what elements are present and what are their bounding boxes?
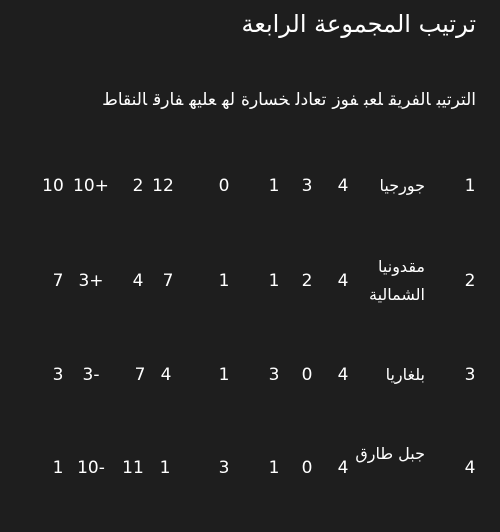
lost-cell: 1	[218, 365, 230, 385]
drawn-cell: 1	[268, 271, 280, 291]
points-cell: 3	[52, 365, 64, 385]
won-cell: 2	[301, 271, 313, 291]
drawn-cell: 1	[268, 458, 280, 478]
won-cell: 0	[301, 365, 313, 385]
goals-for-cell: 7	[162, 271, 174, 291]
goals-for-cell: 12	[152, 176, 174, 196]
won-cell: 0	[301, 458, 313, 478]
header-points: النقاط	[102, 90, 148, 110]
header-won: فوز	[332, 90, 358, 110]
table-header	[96, 90, 476, 110]
rank-cell: 2	[464, 271, 476, 291]
goal-difference-cell: 10+	[73, 176, 109, 196]
goals-for-cell: 4	[160, 365, 172, 385]
goals-against-cell: 7	[134, 365, 146, 385]
header-drawn: تعادل	[295, 90, 327, 110]
goals-against-cell: 11	[122, 458, 144, 478]
group-title: ترتيب المجموعة الرابعة	[241, 10, 476, 38]
header-goals-against: عليه	[189, 90, 217, 110]
team-cell: جبل طارق	[355, 444, 425, 463]
lost-cell: 3	[218, 458, 230, 478]
lost-cell: 1	[218, 271, 230, 291]
team-cell: جورجيا	[379, 176, 425, 195]
points-cell: 1	[52, 458, 64, 478]
rank-cell: 1	[464, 176, 476, 196]
header-goal-difference: فارق	[153, 90, 184, 110]
played-cell: 4	[337, 458, 349, 478]
header-goals-for: له	[222, 90, 236, 110]
drawn-cell: 3	[268, 365, 280, 385]
played-cell: 4	[337, 271, 349, 291]
goal-difference-cell: 3-	[82, 365, 100, 385]
goals-against-cell: 4	[132, 271, 144, 291]
team-cell: بلغاريا	[385, 365, 425, 384]
goals-for-cell: 1	[159, 458, 171, 478]
team-cell: مقدونيا الشمالية	[369, 257, 425, 304]
rank-cell: 3	[464, 365, 476, 385]
drawn-cell: 1	[268, 176, 280, 196]
lost-cell: 0	[218, 176, 230, 196]
header-rank: الترتيب	[436, 90, 476, 110]
goal-difference-cell: 3+	[78, 271, 104, 291]
won-cell: 3	[301, 176, 313, 196]
header-played: لعب	[363, 90, 383, 110]
played-cell: 4	[337, 365, 349, 385]
header-lost: خسارة	[241, 90, 290, 110]
played-cell: 4	[337, 176, 349, 196]
goal-difference-cell: 10-	[77, 458, 105, 478]
points-cell: 10	[42, 176, 64, 196]
rank-cell: 4	[464, 458, 476, 478]
header-team: الفريق	[388, 90, 431, 110]
points-cell: 7	[52, 271, 64, 291]
goals-against-cell: 2	[132, 176, 144, 196]
